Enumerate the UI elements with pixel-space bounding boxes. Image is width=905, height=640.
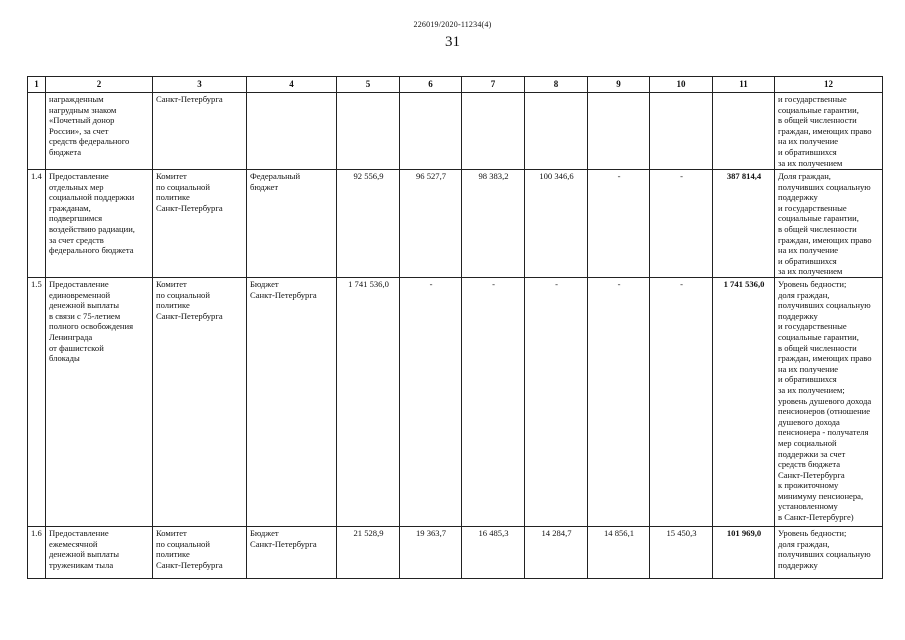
value-col5: 1 741 536,0 xyxy=(337,278,400,527)
value-col10: - xyxy=(650,170,713,278)
value-col5: 92 556,9 xyxy=(337,170,400,278)
column-header: 7 xyxy=(462,77,525,93)
value-col9: - xyxy=(588,170,650,278)
value-total: 101 969,0 xyxy=(713,527,775,579)
measure-name: Предоставление ежемесячной денежной выплаты труженикам тыла xyxy=(46,527,153,579)
funding-source: Федеральный бюджет xyxy=(247,170,337,278)
program-table xyxy=(27,76,883,579)
executor: Комитет по социальной политике Санкт-Петербурга xyxy=(153,278,247,527)
value-col9 xyxy=(588,93,650,170)
column-header: 8 xyxy=(525,77,588,93)
page-number: 31 xyxy=(445,34,460,50)
value-col6: 19 363,7 xyxy=(400,527,462,579)
indicator: Уровень бедности; доля граждан, получивших социальную поддержку и государственные социальные гарантии, в общей численности граждан, имеющих право на их получение и обратившихся за их получением; уровень душевого дохода пенсионеров (отношение душевого дохода пенсионера - получателя мер социальной поддержки за счет средств бюджета Санкт-Петербурга к прожиточному минимуму пенсионера, установленному в Санкт-Петербурге) xyxy=(775,278,883,527)
value-col6: - xyxy=(400,278,462,527)
value-col5 xyxy=(337,93,400,170)
value-col6: 96 527,7 xyxy=(400,170,462,278)
value-col6 xyxy=(400,93,462,170)
value-col10: 15 450,3 xyxy=(650,527,713,579)
table-row xyxy=(28,93,883,170)
column-header: 10 xyxy=(650,77,713,93)
funding-source: Бюджет Санкт-Петербурга xyxy=(247,527,337,579)
column-header: 12 xyxy=(775,77,883,93)
executor: Комитет по социальной политике Санкт-Петербурга xyxy=(153,527,247,579)
table-row xyxy=(28,527,883,579)
indicator: и государственные социальные гарантии, в общей численности граждан, имеющих право на их получение и обратившихся за их получением xyxy=(775,93,883,170)
value-col8: 100 346,6 xyxy=(525,170,588,278)
measure-name: Предоставление отдельных мер социальной поддержки гражданам, подвергшимся воздействию радиации, за счет средств федерального бюджета xyxy=(46,170,153,278)
value-col7: 98 383,2 xyxy=(462,170,525,278)
value-total: 387 814,4 xyxy=(713,170,775,278)
row-number: 1.6 xyxy=(28,527,46,579)
value-col7: 16 485,3 xyxy=(462,527,525,579)
measure-name: награжденным нагрудным знаком «Почетный донор России», за счет средств федерального бюджета xyxy=(46,93,153,170)
column-header: 4 xyxy=(247,77,337,93)
column-header: 9 xyxy=(588,77,650,93)
executor: Комитет по социальной политике Санкт-Петербурга xyxy=(153,170,247,278)
column-header: 2 xyxy=(46,77,153,93)
funding-source: Бюджет Санкт-Петербурга xyxy=(247,278,337,527)
value-col9: - xyxy=(588,278,650,527)
value-col7: - xyxy=(462,278,525,527)
value-col7 xyxy=(462,93,525,170)
value-col9: 14 856,1 xyxy=(588,527,650,579)
column-header: 1 xyxy=(28,77,46,93)
measure-name: Предоставление единовременной денежной выплаты в связи с 75-летием полного освобождения Ленинграда от фашистской блокады xyxy=(46,278,153,527)
column-header: 5 xyxy=(337,77,400,93)
column-header: 3 xyxy=(153,77,247,93)
value-col10 xyxy=(650,93,713,170)
row-number xyxy=(28,93,46,170)
value-col10: - xyxy=(650,278,713,527)
row-number: 1.5 xyxy=(28,278,46,527)
value-col8: 14 284,7 xyxy=(525,527,588,579)
value-col5: 21 528,9 xyxy=(337,527,400,579)
value-total: 1 741 536,0 xyxy=(713,278,775,527)
indicator: Уровень бедности; доля граждан, получивших социальную поддержку xyxy=(775,527,883,579)
column-header: 6 xyxy=(400,77,462,93)
value-col8 xyxy=(525,93,588,170)
executor: Санкт-Петербурга xyxy=(153,93,247,170)
value-total xyxy=(713,93,775,170)
value-col8: - xyxy=(525,278,588,527)
funding-source xyxy=(247,93,337,170)
row-number: 1.4 xyxy=(28,170,46,278)
column-header: 11 xyxy=(713,77,775,93)
table-row xyxy=(28,278,883,527)
document-id: 226019/2020-11234(4) xyxy=(413,20,492,29)
table-header-row xyxy=(28,77,883,93)
indicator: Доля граждан, получивших социальную поддержку и государственные социальные гарантии, в общей численности граждан, имеющих право на их получение и обратившихся за их получением xyxy=(775,170,883,278)
table-row xyxy=(28,170,883,278)
